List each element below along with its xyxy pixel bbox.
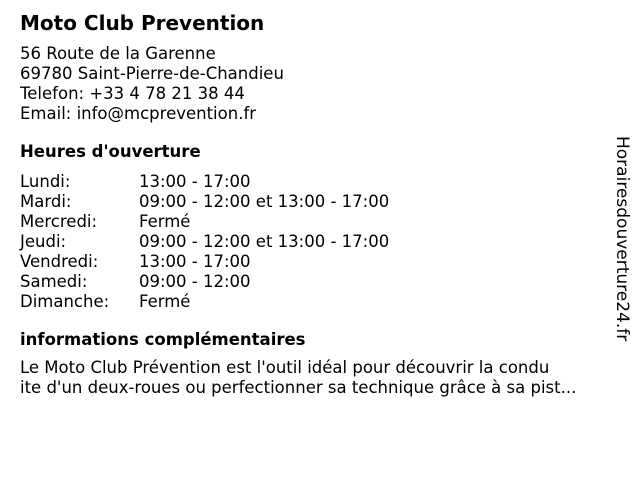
address-street: 56 Route de la Garenne <box>20 44 216 63</box>
site-watermark: Horairesdouverture24.fr <box>612 136 632 342</box>
day-hours: 13:00 - 17:00 <box>139 252 251 271</box>
hours-row-friday <box>20 252 600 272</box>
day-label: Samedi: <box>20 272 88 291</box>
additional-info-heading: informations complémentaires <box>20 330 306 349</box>
address-city: 69780 Saint-Pierre-de-Chandieu <box>20 64 284 83</box>
day-hours: 09:00 - 12:00 et 13:00 - 17:00 <box>139 192 390 211</box>
email-line: Email: info@mcprevention.fr <box>20 104 257 123</box>
day-label: Mercredi: <box>20 212 98 231</box>
day-label: Mardi: <box>20 192 72 211</box>
hours-row-tuesday <box>20 192 600 212</box>
day-label: Dimanche: <box>20 292 110 311</box>
hours-row-thursday <box>20 232 600 252</box>
hours-row-wednesday <box>20 212 600 232</box>
address-block <box>20 44 600 124</box>
business-name: Moto Club Prevention <box>20 11 265 35</box>
day-hours: Fermé <box>139 212 191 231</box>
hours-row-monday <box>20 172 600 192</box>
day-hours: 09:00 - 12:00 <box>139 272 251 291</box>
hours-row-saturday <box>20 272 600 292</box>
opening-hours-table <box>20 172 600 312</box>
info-text-line: Le Moto Club Prévention est l'outil idéal pour découvrir la condu <box>20 358 550 377</box>
day-label: Jeudi: <box>20 232 67 251</box>
day-hours: 13:00 - 17:00 <box>139 172 251 191</box>
day-label: Lundi: <box>20 172 71 191</box>
day-hours: 09:00 - 12:00 et 13:00 - 17:00 <box>139 232 390 251</box>
business-card <box>20 10 600 398</box>
phone-line: Telefon: +33 4 78 21 38 44 <box>20 84 245 103</box>
additional-info-text <box>20 358 600 398</box>
hours-row-sunday <box>20 292 600 312</box>
opening-hours-heading: Heures d'ouverture <box>20 142 201 161</box>
day-hours: Fermé <box>139 292 191 311</box>
info-text-line: ite d'un deux-roues ou perfectionner sa technique grâce à sa pist... <box>20 378 577 397</box>
day-label: Vendredi: <box>20 252 99 271</box>
